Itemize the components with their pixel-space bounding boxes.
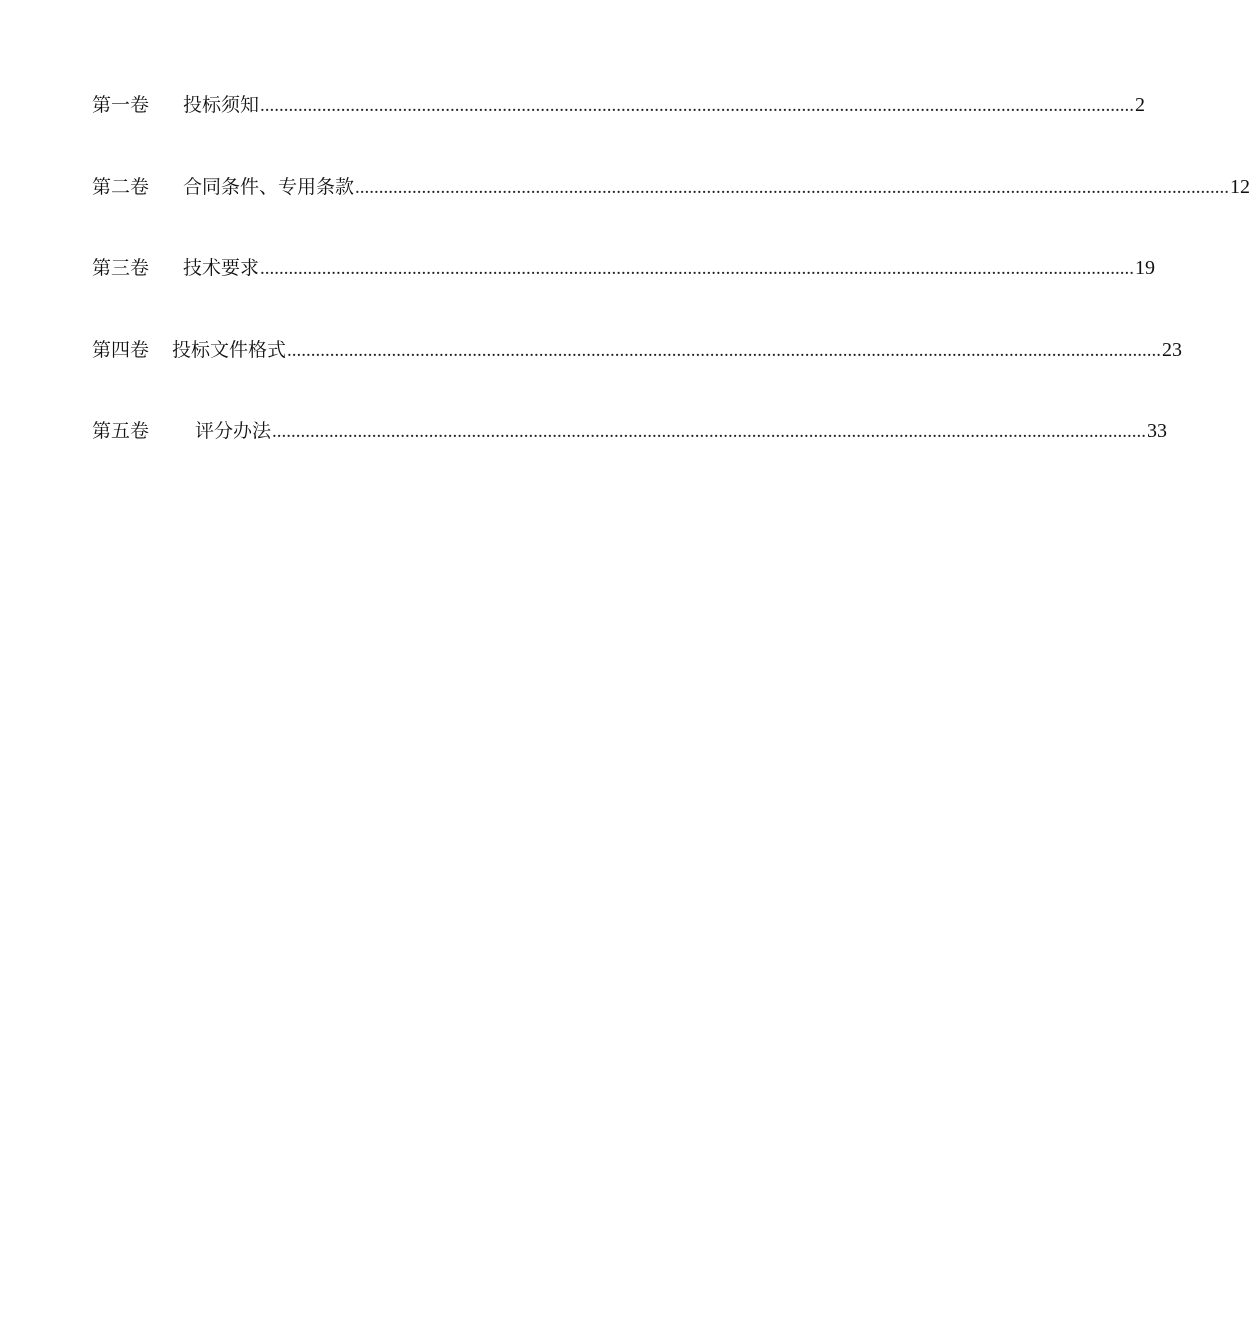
toc-volume-label: 第三卷 xyxy=(92,257,150,279)
toc-dot-leader: ........................................................................................................................................................................................ xyxy=(287,339,1162,361)
toc-page-number: 12 xyxy=(1230,175,1250,198)
toc-volume-label: 第五卷 xyxy=(92,420,150,442)
toc-page-number: 23 xyxy=(1162,338,1183,361)
toc-entry-title: 投标文件格式 xyxy=(172,338,287,361)
toc-entry-volume-4[interactable] xyxy=(92,333,1183,367)
table-of-contents xyxy=(92,88,1250,496)
toc-page-number: 2 xyxy=(1135,94,1146,116)
toc-dot-leader: ........................................................................................................................................................................................ xyxy=(260,258,1135,279)
toc-dot-leader: ........................................................................................................................................................................................ xyxy=(260,95,1135,116)
toc-page-number: 33 xyxy=(1147,420,1168,442)
toc-entry-volume-2[interactable] xyxy=(92,170,1250,204)
toc-entry-title: 投标须知 xyxy=(183,94,260,116)
toc-entry-title: 技术要求 xyxy=(183,257,260,279)
toc-volume-label: 第四卷 xyxy=(92,338,150,361)
toc-entry-volume-3[interactable] xyxy=(92,251,1156,285)
toc-volume-label: 第一卷 xyxy=(92,94,150,116)
toc-dot-leader: ........................................................................................................................................................................................ xyxy=(355,176,1230,198)
toc-volume-label: 第二卷 xyxy=(92,175,150,198)
toc-dot-leader: ........................................................................................................................................................................................ xyxy=(272,421,1147,442)
toc-entry-volume-5[interactable] xyxy=(92,414,1168,448)
toc-entry-volume-1[interactable] xyxy=(92,88,1146,122)
toc-page-number: 19 xyxy=(1135,257,1156,279)
toc-entry-title: 合同条件、专用条款 xyxy=(183,175,355,198)
toc-entry-title: 评分办法 xyxy=(195,420,272,442)
